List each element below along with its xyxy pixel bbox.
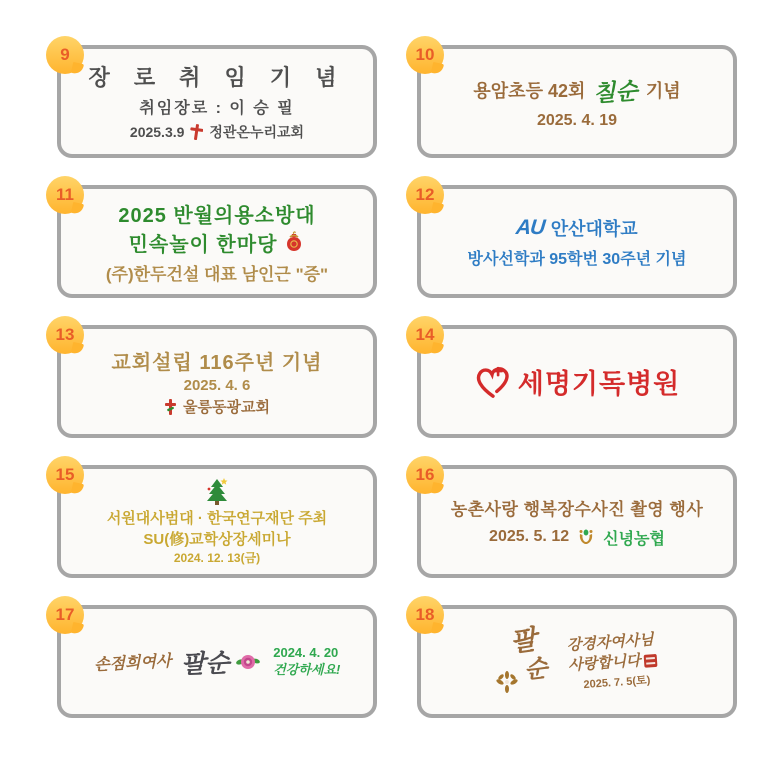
date-text: 2025.3.9 (129, 124, 185, 140)
sample-card-grid (57, 45, 737, 718)
subtitle-text: 취임장로 : 이 승 필 (139, 100, 295, 117)
badge-number: 16 (415, 465, 435, 484)
card-17[interactable] (57, 605, 377, 718)
badge-number: 12 (415, 185, 435, 204)
badge-number: 9 (60, 45, 70, 64)
wish-message-text: 건강하세요! (273, 661, 341, 677)
badge-number: 14 (415, 325, 435, 344)
date-text: 2025. 5. 12 (489, 528, 570, 545)
seminar-title-text: SU(修)교학상장세미나 (143, 531, 291, 548)
highlight-text: 칠순 (592, 76, 639, 107)
card-11[interactable] (57, 185, 377, 298)
card-10[interactable] (417, 45, 737, 158)
number-badge (46, 176, 84, 214)
badge-number: 17 (55, 605, 75, 624)
university-name-text: 안산대학교 (550, 218, 638, 239)
number-badge (46, 596, 84, 634)
number-badge (46, 456, 84, 494)
date-text: 2024. 4. 20 (273, 645, 339, 661)
card-12[interactable] (417, 185, 737, 298)
christmas-tree-icon (202, 477, 232, 505)
event-title-text: 농촌사랑 행복장수사진 촬영 행사 (450, 499, 704, 519)
title-text: 2025 반월의용소방대 (118, 204, 316, 227)
birthday-char-1: 팔 (508, 623, 539, 658)
number-badge (406, 316, 444, 354)
badge-number: 10 (415, 45, 435, 64)
lucky-pouch-icon (283, 231, 305, 253)
star-flower-icon (496, 671, 518, 693)
title-text: 장 로 취 임 기 념 (88, 65, 346, 90)
badge-number: 11 (56, 185, 74, 204)
honoree-name-text: 손점희여사 (93, 652, 172, 675)
card-15[interactable] (57, 465, 377, 578)
title-text: 용암초등 42회 (473, 81, 586, 101)
org-text: 정관온누리교회 (209, 124, 305, 140)
date-text: 2024. 12. 13(금) (173, 551, 261, 565)
number-badge (406, 36, 444, 74)
title-text: 교회설립 116주년 기념 (111, 352, 323, 374)
au-university-logo: AU (515, 215, 546, 239)
subtitle-text: 민속놀이 한마당 (128, 233, 278, 256)
badge-number: 13 (55, 325, 75, 344)
date-text: 2025. 4. 19 (536, 111, 618, 129)
number-badge (406, 596, 444, 634)
number-badge (46, 316, 84, 354)
pink-rose-icon (235, 652, 261, 672)
hospital-name-text: 세명기독병원 (517, 369, 681, 399)
card-14[interactable] (417, 325, 737, 438)
cross-icon (164, 399, 177, 415)
heart-cross-logo (474, 365, 512, 399)
card-13[interactable] (57, 325, 377, 438)
red-cross-icon (190, 124, 203, 140)
date-text: 2025. 4. 6 (183, 377, 251, 394)
donor-text: (주)한두건설 대표 남인근 "증" (105, 264, 329, 284)
calligraphy-block (496, 623, 558, 701)
honoree-name-text: 강경자여사님 (566, 630, 655, 654)
card-9[interactable] (57, 45, 377, 158)
nh-sprout-icon (577, 528, 595, 546)
badge-number: 15 (55, 465, 75, 484)
department-text: 방사선학과 95학번 30주년 기념 (467, 250, 687, 268)
host-text: 서원대사범대 · 한국연구재단 주최 (106, 510, 328, 527)
birthday-text: 팔순 (180, 648, 230, 679)
number-badge (406, 176, 444, 214)
card-18[interactable] (417, 605, 737, 718)
date-text: 2025. 7. 5(토) (583, 673, 651, 691)
birthday-char-2: 순 (523, 654, 550, 684)
love-message-text: 사랑합니다 (567, 652, 642, 675)
number-badge (406, 456, 444, 494)
nh-branch-text: 신녕농협 (603, 530, 665, 548)
card-16[interactable] (417, 465, 737, 578)
number-badge (46, 36, 84, 74)
church-name-text: 울릉동광교회 (183, 399, 270, 416)
red-seal-stamp-icon (644, 654, 658, 668)
badge-number: 18 (415, 605, 435, 624)
title-suffix-text: 기념 (645, 81, 681, 101)
